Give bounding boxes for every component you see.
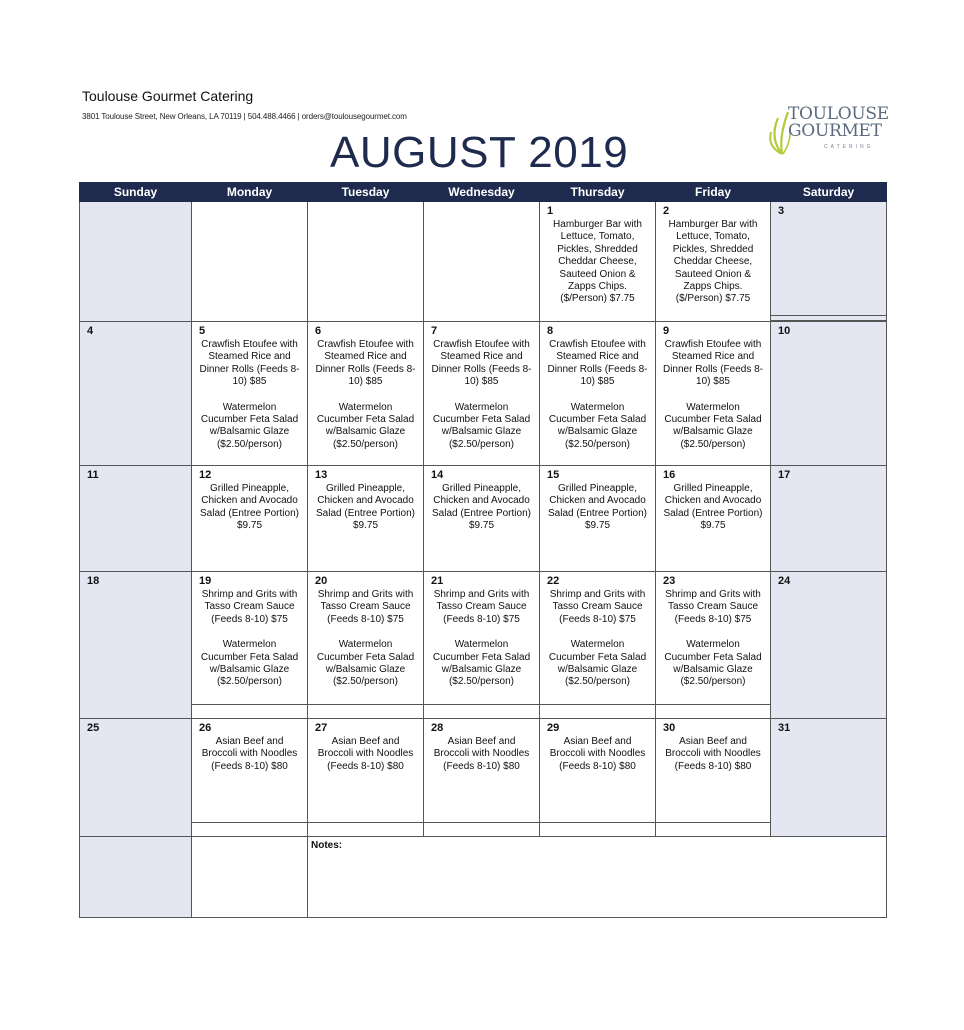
day-cell	[656, 719, 771, 837]
day-cell	[192, 572, 308, 719]
menu-item: Crawfish Etoufee with Steamed Rice and Dinner Rolls (Feeds 8- 10) $85	[199, 339, 300, 388]
menu-item-salad: Watermelon Cucumber Feta Salad w/Balsamic Glaze ($2.50/person)	[200, 639, 299, 688]
weekday-tuesday: Tuesday	[308, 183, 424, 202]
day-number: 7	[431, 325, 438, 337]
cell-divider	[192, 704, 307, 718]
day-number: 1	[547, 205, 554, 217]
cell-divider	[540, 704, 655, 718]
menu-item: Shrimp and Grits with Tasso Cream Sauce (Feeds 8-10) $75	[201, 589, 298, 625]
day-cell	[424, 572, 540, 719]
company-contact: 3801 Toulouse Street, New Orleans, LA 70119 | 504.488.4466 | orders@toulousegourmet.com	[82, 112, 407, 121]
menu-item-salad: Watermelon Cucumber Feta Salad w/Balsamic Glaze ($2.50/person)	[316, 401, 415, 450]
day-number: 11	[87, 469, 99, 481]
menu-item: Shrimp and Grits with Tasso Cream Sauce (Feeds 8-10) $75	[665, 589, 761, 625]
menu-item-salad: Watermelon Cucumber Feta Salad w/Balsamic Glaze ($2.50/person)	[548, 401, 647, 450]
day-cell	[192, 322, 308, 466]
day-number: 26	[199, 722, 212, 734]
menu-item: Crawfish Etoufee with Steamed Rice and Dinner Rolls (Feeds 8- 10) $85	[315, 339, 416, 388]
menu-item: Grilled Pineapple, Chicken and Avocado Salad (Entree Portion) $9.75	[548, 483, 647, 532]
day-cell	[424, 466, 540, 572]
menu-item-salad: Watermelon Cucumber Feta Salad w/Balsamic Glaze ($2.50/person)	[548, 639, 647, 688]
day-number: 22	[547, 575, 560, 587]
day-number: 13	[315, 469, 328, 481]
day-number: 17	[778, 469, 791, 481]
day-cell	[424, 719, 540, 837]
day-number: 16	[663, 469, 676, 481]
week-row	[80, 466, 887, 572]
cell-divider	[308, 822, 423, 836]
day-number: 24	[778, 575, 791, 587]
day-cell	[308, 466, 424, 572]
weekday-sunday: Sunday	[80, 183, 192, 202]
menu-item: Asian Beef and Broccoli with Noodles (Feeds 8-10) $80	[433, 736, 530, 772]
notes-blank-cell	[80, 837, 192, 918]
day-cell	[308, 572, 424, 719]
day-cell	[771, 719, 887, 837]
day-cell	[656, 202, 771, 322]
day-cell	[80, 466, 192, 572]
day-cell	[771, 202, 887, 322]
day-number: 31	[778, 722, 791, 734]
menu-item: Crawfish Etoufee with Steamed Rice and Dinner Rolls (Feeds 8- 10) $85	[662, 339, 764, 388]
menu-item-salad: Watermelon Cucumber Feta Salad w/Balsamic Glaze ($2.50/person)	[432, 401, 531, 450]
menu-item: Shrimp and Grits with Tasso Cream Sauce (Feeds 8-10) $75	[317, 589, 414, 625]
week-row	[80, 202, 887, 322]
day-number: 19	[199, 575, 212, 587]
day-number	[308, 202, 423, 205]
weekday-thursday: Thursday	[540, 183, 656, 202]
day-cell	[540, 466, 656, 572]
day-number: 27	[315, 722, 328, 734]
day-cell	[80, 202, 192, 322]
day-cell	[771, 466, 887, 572]
cell-divider	[540, 822, 655, 836]
menu-item: Shrimp and Grits with Tasso Cream Sauce (Feeds 8-10) $75	[433, 589, 530, 625]
day-number	[424, 202, 539, 205]
day-number: 30	[663, 722, 676, 734]
menu-item: Shrimp and Grits with Tasso Cream Sauce (Feeds 8-10) $75	[549, 589, 646, 625]
day-cell	[308, 322, 424, 466]
day-number	[192, 202, 307, 205]
day-number: 2	[663, 205, 670, 217]
week-row	[80, 572, 887, 719]
notes-area[interactable]	[308, 837, 887, 918]
day-number: 10	[778, 325, 791, 337]
menu-item: Grilled Pineapple, Chicken and Avocado Salad (Entree Portion) $9.75	[432, 483, 531, 532]
day-number: 23	[663, 575, 676, 587]
day-number: 3	[778, 205, 785, 217]
day-number: 29	[547, 722, 560, 734]
day-number: 12	[199, 469, 212, 481]
notes-blank-cell	[192, 837, 308, 918]
cell-divider	[424, 822, 539, 836]
menu-item: Crawfish Etoufee with Steamed Rice and Dinner Rolls (Feeds 8- 10) $85	[547, 339, 648, 388]
week-row	[80, 322, 887, 466]
day-cell	[771, 322, 887, 466]
weekday-monday: Monday	[192, 183, 308, 202]
day-number: 4	[87, 325, 94, 337]
day-cell	[80, 719, 192, 837]
cell-divider	[308, 704, 423, 718]
day-number: 18	[87, 575, 100, 587]
day-cell	[540, 572, 656, 719]
cell-divider	[192, 822, 307, 836]
day-cell	[192, 202, 308, 322]
logo-word-catering: CATERING	[824, 144, 874, 150]
logo-word-gourmet: GOURMET	[788, 121, 882, 141]
day-cell	[540, 322, 656, 466]
day-cell	[656, 466, 771, 572]
menu-item: Hamburger Bar with Lettuce, Tomato, Pickles, Shredded Cheddar Cheese, Sauteed Onion & Zapps Chips. ($/Person) $7.75	[553, 219, 642, 305]
cell-divider	[771, 315, 886, 321]
day-cell	[192, 719, 308, 837]
day-cell	[540, 719, 656, 837]
day-cell	[424, 322, 540, 466]
menu-item-salad: Watermelon Cucumber Feta Salad w/Balsamic Glaze ($2.50/person)	[664, 639, 762, 688]
menu-item: Grilled Pineapple, Chicken and Avocado Salad (Entree Portion) $9.75	[200, 483, 299, 532]
logo-word-toulouse: TOULOUSE	[788, 104, 889, 124]
menu-item: Crawfish Etoufee with Steamed Rice and Dinner Rolls (Feeds 8- 10) $85	[431, 339, 532, 388]
day-cell	[771, 572, 887, 719]
day-number: 8	[547, 325, 554, 337]
notes-label: Notes:	[311, 840, 343, 851]
day-number: 20	[315, 575, 328, 587]
day-cell	[80, 322, 192, 466]
menu-item: Grilled Pineapple, Chicken and Avocado Salad (Entree Portion) $9.75	[663, 483, 763, 532]
menu-item: Asian Beef and Broccoli with Noodles (Feeds 8-10) $80	[549, 736, 646, 772]
day-number: 21	[431, 575, 444, 587]
menu-item: Asian Beef and Broccoli with Noodles (Feeds 8-10) $80	[317, 736, 414, 772]
day-cell	[540, 202, 656, 322]
day-number: 14	[431, 469, 444, 481]
week-row	[80, 719, 887, 837]
day-cell	[80, 572, 192, 719]
menu-item: Grilled Pineapple, Chicken and Avocado Salad (Entree Portion) $9.75	[316, 483, 415, 532]
menu-item-salad: Watermelon Cucumber Feta Salad w/Balsamic Glaze ($2.50/person)	[664, 401, 762, 450]
menu-item-salad: Watermelon Cucumber Feta Salad w/Balsamic Glaze ($2.50/person)	[432, 639, 531, 688]
cell-divider	[424, 704, 539, 718]
day-number: 15	[547, 469, 560, 481]
day-cell	[656, 572, 771, 719]
menu-item-salad: Watermelon Cucumber Feta Salad w/Balsamic Glaze ($2.50/person)	[200, 401, 299, 450]
cell-divider	[656, 704, 770, 718]
weekday-friday: Friday	[656, 183, 771, 202]
weekday-wednesday: Wednesday	[424, 183, 540, 202]
day-cell	[308, 202, 424, 322]
calendar-grid	[79, 182, 887, 918]
menu-item: Hamburger Bar with Lettuce, Tomato, Pickles, Shredded Cheddar Cheese, Sauteed Onion & Zapps Chips. ($/Person) $7.75	[668, 219, 758, 305]
day-cell	[656, 322, 771, 466]
notes-row	[80, 837, 887, 918]
day-number: 28	[431, 722, 444, 734]
cell-divider	[656, 822, 770, 836]
company-name: Toulouse Gourmet Catering	[82, 88, 254, 104]
weekday-saturday: Saturday	[771, 183, 887, 202]
menu-item: Asian Beef and Broccoli with Noodles (Feeds 8-10) $80	[201, 736, 298, 772]
menu-item: Asian Beef and Broccoli with Noodles (Feeds 8-10) $80	[665, 736, 761, 772]
day-cell	[424, 202, 540, 322]
weekday-header-row	[80, 183, 887, 202]
day-cell	[192, 466, 308, 572]
day-number: 9	[663, 325, 670, 337]
day-number: 5	[199, 325, 206, 337]
toulouse-gourmet-logo	[768, 104, 889, 156]
day-number	[80, 202, 191, 205]
menu-item-salad: Watermelon Cucumber Feta Salad w/Balsamic Glaze ($2.50/person)	[316, 639, 415, 688]
day-number: 25	[87, 722, 100, 734]
day-number: 6	[315, 325, 322, 337]
day-cell	[308, 719, 424, 837]
month-title: AUGUST 2019	[330, 128, 629, 177]
